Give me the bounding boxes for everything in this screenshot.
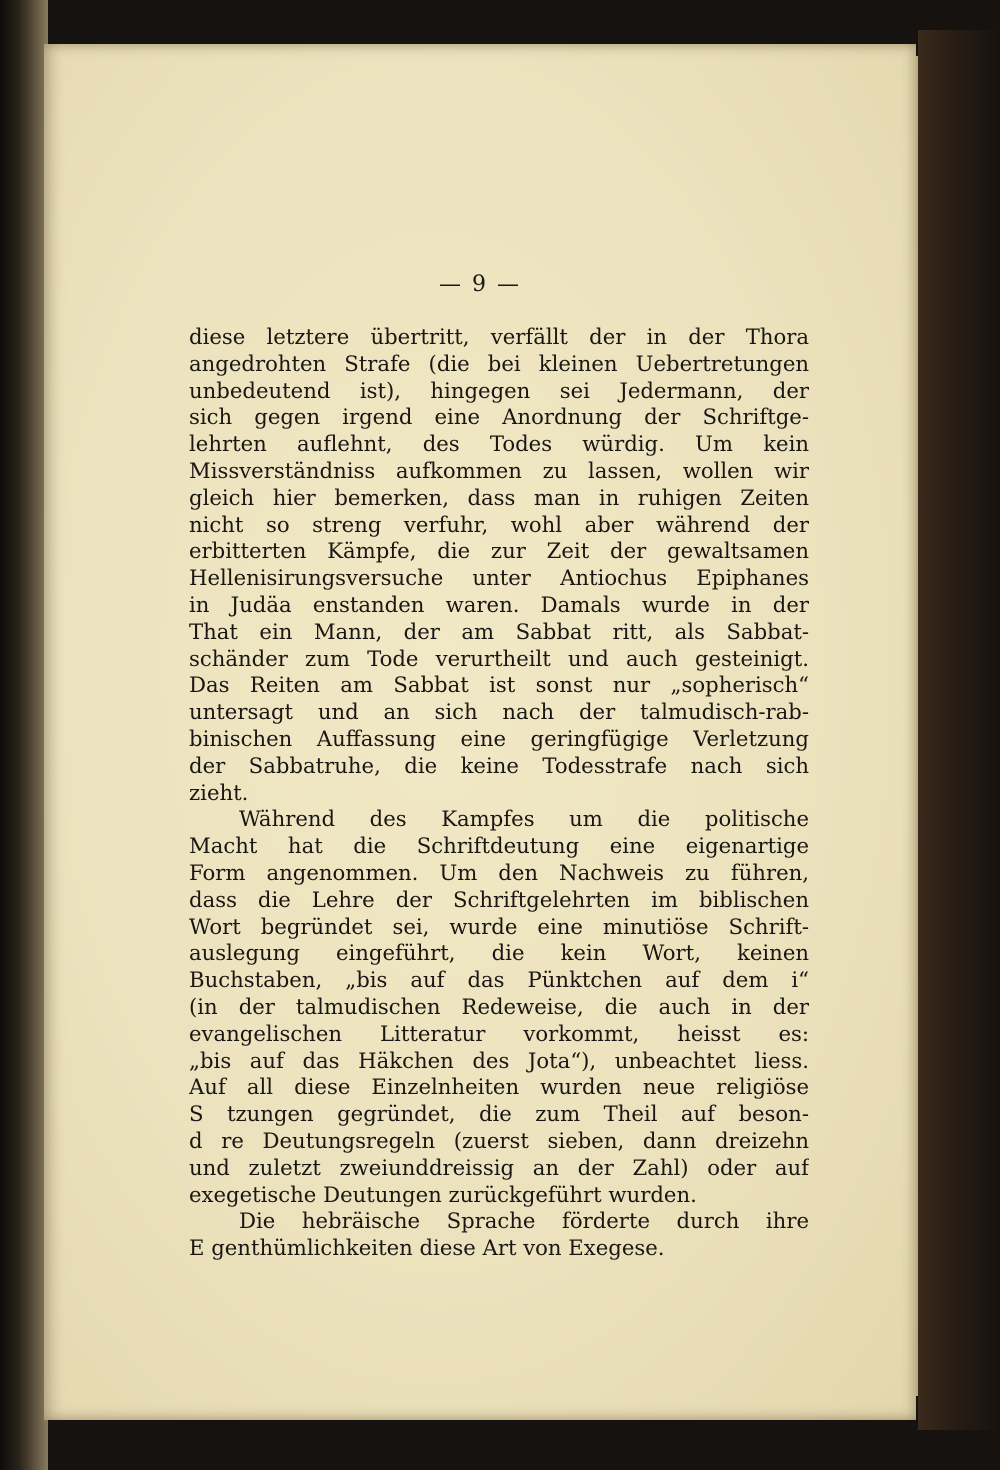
text-line: lehrten auflehnt, des Todes würdig. Um kein (189, 431, 809, 457)
text-line: dass die Lehre der Schriftgelehrten im biblischen (189, 886, 809, 912)
text-line: diese letztere übertritt, verfällt der in der Thora (189, 324, 809, 349)
paragraph (189, 324, 809, 806)
text-line: Macht hat die Schriftdeutung eine eigenartige (189, 833, 809, 859)
text-line: Auf all diese Einzelnheiten wurden neue religiöse (189, 1074, 809, 1100)
text-line: (in der talmudischen Redeweise, die auch in der (189, 993, 809, 1019)
text-line: gleich hier bemerken, dass man in ruhigen Zeiten (189, 484, 809, 510)
text-line: „bis auf das Häkchen des Jota“), unbeachtet liess. (189, 1047, 809, 1073)
text-line: erbitterten Kämpfe, die zur Zeit der gewaltsamen (189, 538, 809, 564)
text-line: S tzungen gegründet, die zum Theil auf beson- (189, 1101, 809, 1127)
text-line: evangelischen Litteratur vorkommt, heisst es: (189, 1020, 809, 1046)
text-line: sich gegen irgend eine Anordnung der Schriftge- (189, 404, 809, 430)
text-line: Form angenommen. Um den Nachweis zu führen, (189, 859, 809, 885)
text-line: binischen Auffassung eine geringfügige Verletzung (189, 725, 809, 751)
text-line: der Sabbatruhe, die keine Todesstrafe nach sich (189, 752, 809, 778)
text-line: auslegung eingeführt, die kein Wort, keinen (189, 940, 809, 966)
text-line: untersagt und an sich nach der talmudisch-rab- (189, 699, 809, 725)
page-number: — 9 — (439, 272, 521, 297)
text-line: und zuletzt zweiunddreissig an der Zahl) oder auf (189, 1154, 809, 1180)
body-text (189, 324, 809, 1262)
text-line: Missverständniss aufkommen zu lassen, wollen wir (189, 457, 809, 483)
text-line: unbedeutend ist), hingegen sei Jedermann, der (189, 377, 809, 403)
text-line: Das Reiten am Sabbat ist sonst nur „sopherisch“ (189, 672, 809, 698)
left-binding-edge (0, 0, 48, 1470)
text-line: in Judäa enstanden waren. Damals wurde in der (189, 591, 809, 617)
paragraph (189, 806, 809, 1208)
text-line: schänder zum Tode verurtheilt und auch gesteinigt. (189, 645, 809, 671)
right-book-cover (918, 30, 1000, 1430)
text-line: angedrohten Strafe (die bei kleinen Uebertretungen (189, 350, 809, 376)
text-line: exegetische Deutungen zurückgeführt wurden. (189, 1181, 697, 1207)
paragraph (189, 1208, 809, 1262)
text-line: d re Deutungsregeln (zuerst sieben, dann dreizehn (189, 1127, 809, 1153)
text-line: That ein Mann, der am Sabbat ritt, als Sabbat- (189, 618, 809, 644)
text-line: Hellenisirungsversuche unter Antiochus Epiphanes (189, 565, 809, 591)
text-line: zieht. (189, 779, 249, 805)
text-line: E genthümlichkeiten diese Art von Exegese. (189, 1235, 665, 1261)
text-line: Buchstaben, „bis auf das Pünktchen auf dem i“ (189, 967, 809, 993)
text-line: nicht so streng verfuhr, wohl aber während der (189, 511, 809, 537)
text-line: Die hebräische Sprache förderte durch ihre (239, 1208, 809, 1234)
text-line: Während des Kampfes um die politische (239, 806, 809, 832)
text-line: Wort begründet sei, wurde eine minutiöse Schrift- (189, 913, 809, 939)
book-page (44, 44, 916, 1420)
